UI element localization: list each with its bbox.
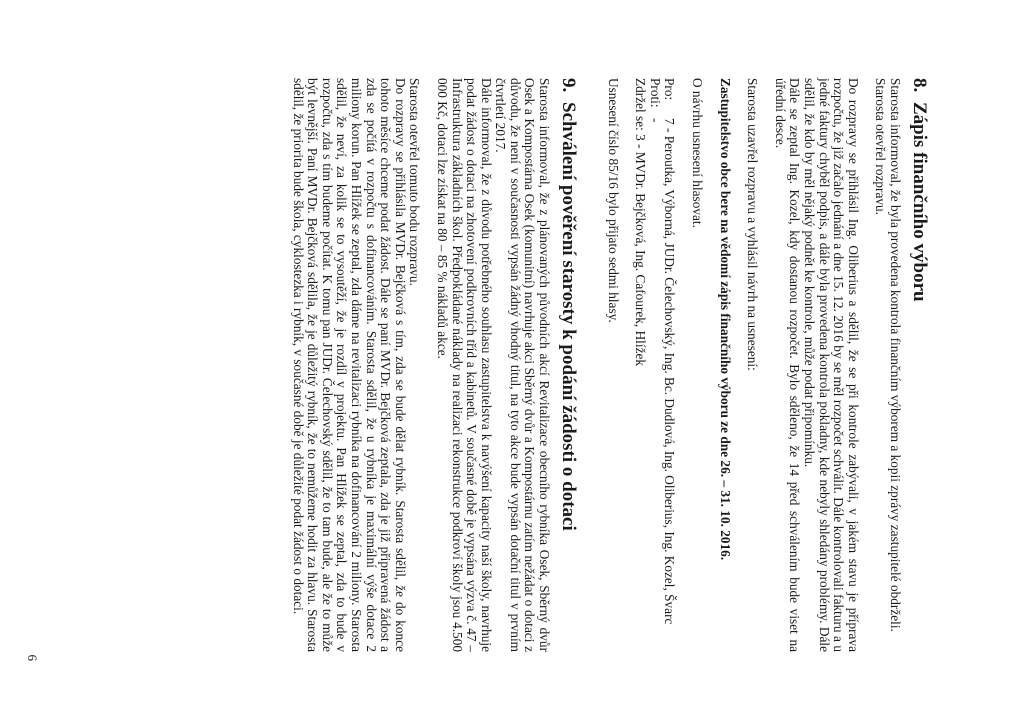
section-9-number: 9. [558, 78, 580, 93]
vote-against-label: Proti: [647, 78, 663, 108]
section-8-title: Zápis finančního výboru [909, 102, 930, 302]
page-number: 6 [24, 654, 40, 661]
section-9-school: Dále informoval, že z důvodu potřebného souhlasu zastupitelstva k navýšení kapacity naší školy, navrhuje podat žádost o dotaci na zhotovení podkrovních tříd a kabinetů. V současné době je vypsána výzva č. 47 – Infrastruktura základních škol. Předpokládané náklady na realizaci rekonstrukce podkroví školy jsou 4.500 000 Kč, dotaci lze získat na 80 – 85 % nákladů akce. [434, 78, 494, 652]
section-9-intro: Starosta informoval, že z plánovaných původních akcí Revitalizace obecního rybníka Osek, Sběrný dvůr Osek a Kompostárna Osek (komunitní) navrhuje akci Sběrný dvůr a Kompostárnu zatím nežádat o dotaci z důvodu, že není v současnosti vypsán žádný vhodný titul, na tyto akce bude vypsán dotační titul v prvním čtvrtletí 2017. [493, 78, 553, 652]
section-8-vote-call: O návrhu usnesení hlasovat. [690, 78, 706, 228]
section-8-debate-kozel: Dále se zeptal Ing. Kozel, kdy dostanou rozpočet. Bylo sděleno, že 14 před schválením bude viset na úřední desce. [772, 78, 803, 652]
section-9-debate: Do rozpravy se přihlásila MVDr. Bejčková s tím, zda se bude dělat rybník. Starosta sdělil, že do konce tohoto měsíce chceme podat žádost. Dále se paní MVDr. Bejčková zeptala, zda je již připravená žádost a zda se počítá v rozpočtu s dofinancováním. Starosta sdělil, že u rybníka je maximální výše dotace 2 miliony korun. Pan Hlížek se zeptal, zda dáme na revitalizaci rybníka na dofinancování 2 miliony. Starosta sdělil, že neví, za kolik se to vysoutěží, že je rozdíl v projektu. Pan Hlížek se zeptal, zda to bude v rozpočtu, zda s tím budeme počítat. K tomu pan JUDr. Čelechovský sdělil, že to tam bude, ale že to může být levnější. Paní MVDr. Bejčková sdělila, že je důležitý rybník, že to nemůžeme hodit za hlavu. Starosta sdělil, že priorita bude škola, cyklostezka i rybník, v současné době je důležité podat žádost o dotaci. [290, 78, 408, 652]
vote-abstain-row [633, 78, 648, 652]
section-8-close-debate: Starosta uzavřel rozpravu a vyhlásil návrh na usnesení: [745, 78, 761, 371]
section-8-resolution: Zastupitelstvo obce bere na vědomí zápis finančního výboru ze dne 26. – 31. 10. 2016. [717, 78, 733, 561]
vote-for-names: 7 - Peroutka, Výborná, JUDr. Čelechovský, Ing. Bc. Dudlová, Ing. Oliberius, Ing. Kozel, Švarc [662, 118, 678, 625]
vote-abstain-names: 3 - MVDr. Bejčková, Ing. Cafourek, Hlížek [633, 134, 649, 367]
section-8-intro: Starosta informoval, že byla provedena kontrola finančním výborem a kopii zprávy zastupitelé obdrželi. [888, 78, 903, 632]
vote-for-row [662, 78, 677, 652]
section-8-debate-oliberius: Do rozpravy se přihlásil Ing. Oliberius a sdělil, že se při kontrole zabývali, v jakém stavu je příprava rozpočtu, že již začalo jednání a dne 15. 12. 2016 by se měl rozpočet schválit. Dále kontrolovali fakturu a u jedné faktury chyběl podpis, a dále byla provedena kontrola pokladny, kde nebyly shledány problémy. Dále sdělil, že kdo by měl nějaký podnět ke kontrole, může podat připomínku. [802, 78, 861, 652]
section-9-open-debate: Starosta otevřel tomuto bodu rozpravu. [407, 78, 423, 286]
section-8-number: 8. [909, 78, 930, 93]
section-9-title: Schválení pověření starosty k podání žádosti o dotaci [558, 102, 580, 531]
section-8-heading [908, 78, 930, 652]
vote-against-row [647, 78, 662, 652]
section-8-open-debate: Starosta otevřel rozpravu. [873, 78, 889, 215]
section-9-heading [557, 78, 579, 652]
vote-against-names: - [647, 118, 663, 123]
vote-for-label: Pro: [662, 78, 678, 101]
section-8-result: Usnesení číslo 85/16 bylo přijato sedmi hlasy. [605, 78, 621, 323]
vote-abstain-label: Zdržel se: [633, 78, 649, 131]
